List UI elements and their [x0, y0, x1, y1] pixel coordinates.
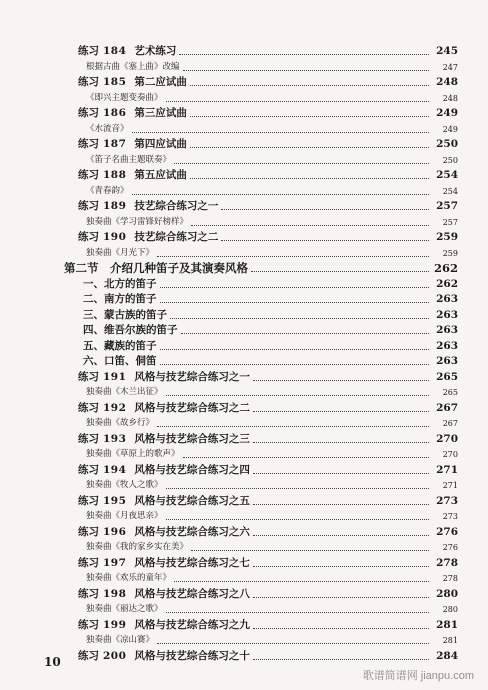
dot-leader [174, 581, 429, 582]
dot-leader [166, 612, 429, 613]
entry-page-number: 281 [436, 618, 458, 631]
entry-page-number: 276 [442, 543, 458, 552]
entry-title: 六、口笛、侗笛 [83, 355, 157, 367]
entry-title: 独奏曲《欢乐的童年》 [86, 573, 172, 583]
entry-title: 第五应试曲 [134, 169, 187, 181]
exercise-number: 200 [103, 649, 127, 662]
entry-title: 根据古曲《塞上曲》改编 [86, 61, 180, 72]
dot-leader [251, 271, 429, 272]
entry-page-number: 284 [436, 649, 458, 662]
exercise-number: 186 [103, 107, 127, 119]
toc-subentry [0, 246, 488, 260]
entry-title: 第二应试曲 [134, 76, 187, 88]
entry-page-number: 254 [442, 186, 458, 196]
toc-subentry [0, 478, 488, 492]
exercise-label: 练习 [78, 525, 99, 538]
toc-subentry [0, 571, 488, 585]
toc-entry [0, 137, 488, 151]
toc-subentry [0, 447, 488, 461]
exercise-number: 193 [103, 432, 127, 445]
exercise-label: 练习 [78, 463, 99, 476]
page-number: 10 [44, 655, 61, 669]
dot-leader [253, 380, 429, 381]
entry-title: 风格与技艺综合练习之九 [134, 618, 250, 631]
dot-leader [166, 519, 429, 520]
entry-title: 《青春韵》 [86, 185, 129, 196]
toc-entry [0, 587, 488, 601]
entry-page-number: 257 [442, 217, 458, 227]
entry-title: 三、蒙古族的笛子 [83, 308, 167, 321]
exercise-label: 练习 [78, 401, 99, 414]
entry-page-number: 270 [442, 450, 458, 459]
toc-subentry [0, 416, 488, 430]
toc-entry [0, 230, 488, 244]
dot-leader [157, 256, 429, 257]
dot-leader [191, 225, 429, 226]
toc-subentry [0, 60, 488, 74]
entry-title: 技艺综合练习之一 [134, 200, 219, 212]
dot-leader [160, 364, 430, 365]
toc-entry [0, 463, 488, 477]
dot-leader [253, 442, 429, 443]
entry-title: 风格与技艺综合练习之四 [134, 463, 250, 476]
exercise-number: 199 [103, 618, 127, 631]
exercise-label: 练习 [78, 587, 99, 600]
exercise-label: 练习 [78, 107, 99, 119]
entry-title: 独奏曲《丽达之歌》 [86, 604, 163, 614]
dot-leader [253, 473, 429, 474]
dot-leader [160, 287, 430, 288]
entry-page-number: 254 [436, 169, 458, 181]
exercise-label: 练习 [78, 76, 99, 88]
entry-page-number: 263 [436, 293, 458, 305]
exercise-number: 192 [103, 401, 127, 414]
entry-title: 风格与技艺综合练习之二 [134, 401, 250, 414]
entry-title: 五、藏族的笛子 [83, 339, 157, 352]
toc-entry [0, 44, 488, 58]
entry-page-number: 263 [436, 339, 458, 352]
entry-page-number: 263 [436, 355, 458, 367]
entry-title: 风格与技艺综合练习之六 [134, 525, 250, 538]
entry-page-number: 270 [436, 432, 458, 445]
toc-entry [0, 556, 488, 570]
toc-entry [0, 75, 488, 89]
entry-page-number: 259 [436, 231, 458, 243]
dot-leader [191, 550, 429, 551]
entry-title: 独奏曲《学习雷锋好榜样》 [86, 216, 189, 227]
entry-page-number: 278 [436, 556, 458, 569]
entry-page-number: 248 [442, 93, 458, 103]
toc-subentry [0, 602, 488, 616]
exercise-label: 练习 [78, 618, 99, 631]
exercise-label: 练习 [78, 169, 99, 181]
entry-title: 艺术练习 [134, 45, 177, 57]
toc-entry [0, 106, 488, 120]
exercise-number: 187 [103, 138, 127, 150]
toc-subentry [0, 509, 488, 523]
toc-subentry [0, 215, 488, 229]
entry-page-number: 273 [436, 494, 458, 507]
entry-page-number: 265 [442, 388, 458, 397]
entry-title: 独奏曲《牧人之歌》 [86, 480, 163, 490]
entry-page-number: 267 [442, 419, 458, 428]
exercise-label: 练习 [78, 138, 99, 150]
toc-section [0, 261, 488, 275]
dot-leader [190, 178, 429, 179]
entry-title: 《笛子名曲主题联奏》 [86, 154, 172, 165]
dot-leader [183, 70, 429, 71]
entry-page-number: 281 [442, 636, 458, 645]
exercise-number: 195 [103, 494, 127, 507]
entry-page-number: 263 [436, 308, 458, 321]
entry-title: 风格与技艺综合练习之十 [134, 649, 250, 662]
dot-leader [157, 426, 429, 427]
exercise-label: 练习 [78, 45, 99, 57]
toc-subentry [0, 385, 488, 399]
dot-leader [160, 349, 430, 350]
entry-title: 独奏曲《木兰出征》 [86, 387, 163, 397]
exercise-label: 练习 [78, 494, 99, 507]
toc-entry [0, 432, 488, 446]
exercise-label: 练习 [78, 649, 99, 662]
dot-leader [253, 504, 429, 505]
entry-page-number: 267 [436, 401, 458, 414]
exercise-label: 练习 [78, 231, 99, 243]
toc-entry [0, 168, 488, 182]
entry-title: 独奏曲《故乡行》 [86, 418, 155, 428]
entry-page-number: 276 [436, 525, 458, 538]
dot-leader [132, 132, 429, 133]
dot-leader [253, 597, 429, 598]
entry-page-number: 262 [433, 261, 458, 275]
exercise-number: 184 [103, 45, 127, 57]
entry-page-number: 259 [442, 248, 458, 258]
exercise-label: 练习 [78, 432, 99, 445]
dot-leader [179, 54, 429, 55]
entry-title: 二、南方的笛子 [83, 293, 157, 305]
entry-title: 风格与技艺综合练习之一 [134, 370, 250, 383]
entry-page-number: 248 [436, 76, 458, 88]
entry-page-number: 271 [436, 463, 458, 476]
entry-page-number: 250 [442, 155, 458, 165]
entry-page-number: 263 [436, 324, 458, 336]
exercise-number: 185 [103, 76, 127, 88]
entry-title: 独奏曲《凉山赛》 [86, 635, 155, 645]
dot-leader [190, 147, 429, 148]
entry-page-number: 280 [436, 587, 458, 600]
toc-entry [0, 277, 488, 291]
entry-page-number: 262 [436, 277, 458, 290]
exercise-number: 188 [103, 169, 127, 181]
toc-entry [0, 370, 488, 384]
dot-leader [190, 116, 429, 117]
dot-leader [183, 457, 429, 458]
dot-leader [221, 240, 429, 241]
entry-title: 第四应试曲 [134, 138, 187, 150]
dot-leader [221, 209, 429, 210]
toc-subentry [0, 633, 488, 647]
exercise-number: 197 [103, 556, 127, 569]
toc-subentry [0, 122, 488, 136]
entry-title: 风格与技艺综合练习之八 [134, 587, 250, 600]
toc-entry [0, 649, 488, 663]
exercise-number: 194 [103, 463, 127, 476]
toc-subentry [0, 184, 488, 198]
exercise-number: 196 [103, 525, 127, 538]
entry-page-number: 273 [442, 512, 458, 521]
watermark: 歌谱简谱网 jianpu.com [362, 670, 474, 682]
toc-entry [0, 401, 488, 415]
exercise-number: 190 [103, 231, 127, 243]
entry-page-number: 278 [442, 574, 458, 583]
entry-title: 风格与技艺综合练习之七 [134, 556, 250, 569]
toc-entry [0, 494, 488, 508]
entry-page-number: 250 [436, 138, 458, 150]
dot-leader [253, 659, 429, 660]
toc-subentry [0, 153, 488, 167]
dot-leader [132, 194, 429, 195]
entry-title: 第二节 介绍几种笛子及其演奏风格 [64, 261, 248, 275]
dot-leader [166, 395, 429, 396]
toc-subentry [0, 540, 488, 554]
exercise-label: 练习 [78, 200, 99, 212]
toc-entry [0, 525, 488, 539]
entry-title: 风格与技艺综合练习之三 [134, 432, 250, 445]
entry-title: 独奏曲《草原上的歌声》 [86, 449, 180, 459]
entry-page-number: 265 [436, 370, 458, 383]
entry-title: 《即兴主题变奏曲》 [86, 92, 163, 103]
dot-leader [253, 566, 429, 567]
entry-page-number: 249 [442, 124, 458, 134]
entry-page-number: 247 [442, 62, 458, 72]
exercise-label: 练习 [78, 370, 99, 383]
entry-title: 第三应试曲 [134, 107, 187, 119]
toc-entry [0, 618, 488, 632]
toc-subentry [0, 91, 488, 105]
exercise-number: 189 [103, 200, 127, 212]
dot-leader [166, 488, 429, 489]
toc-entry [0, 199, 488, 213]
entry-page-number: 271 [442, 481, 458, 490]
toc-entry [0, 339, 488, 353]
dot-leader [181, 333, 430, 334]
dot-leader [253, 535, 429, 536]
exercise-number: 191 [103, 370, 127, 383]
dot-leader [253, 411, 429, 412]
toc-entry [0, 292, 488, 306]
entry-title: 独奏曲《月夜思亲》 [86, 511, 163, 521]
dot-leader [253, 628, 429, 629]
toc-entry [0, 308, 488, 322]
entry-title: 一、北方的笛子 [83, 277, 157, 290]
dot-leader [174, 163, 429, 164]
entry-title: 独奏曲《我的家乡实在美》 [86, 542, 189, 552]
exercise-number: 198 [103, 587, 127, 600]
entry-page-number: 280 [442, 605, 458, 614]
dot-leader [170, 318, 429, 319]
toc-entry [0, 323, 488, 337]
dot-leader [160, 302, 430, 303]
entry-title: 技艺综合练习之二 [134, 231, 219, 243]
toc-entry [0, 354, 488, 368]
entry-page-number: 245 [436, 45, 458, 57]
dot-leader [190, 85, 429, 86]
entry-page-number: 249 [436, 107, 458, 119]
entry-title: 四、维吾尔族的笛子 [83, 324, 178, 336]
entry-title: 风格与技艺综合练习之五 [134, 494, 250, 507]
entry-title: 独奏曲《月光下》 [86, 247, 155, 258]
exercise-label: 练习 [78, 556, 99, 569]
dot-leader [157, 643, 429, 644]
dot-leader [166, 101, 429, 102]
entry-title: 《水流音》 [86, 123, 129, 134]
entry-page-number: 257 [436, 200, 458, 212]
